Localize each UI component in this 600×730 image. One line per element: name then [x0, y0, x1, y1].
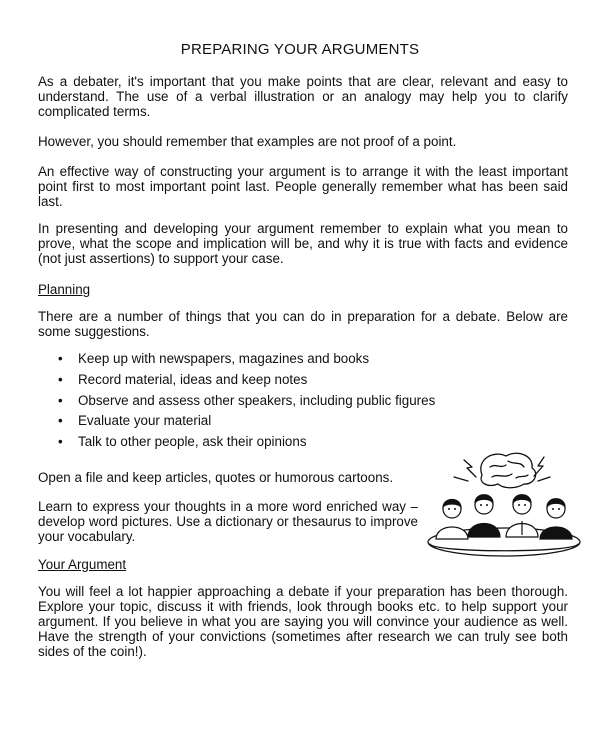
structure-paragraph: An effective way of constructing your argument is to arrange it with the least important point first to most important point last. People generally remember what has been said last.	[38, 164, 568, 209]
list-item	[38, 351, 435, 366]
planning-intro: There are a number of things that you can do in preparation for a debate. Below are some suggestions.	[38, 309, 568, 339]
debate-group-illustration-icon	[424, 447, 584, 562]
examples-paragraph: However, you should remember that examples are not proof of a point.	[38, 134, 457, 149]
file-paragraph: Open a file and keep articles, quotes or humorous cartoons.	[38, 470, 394, 485]
list-item-text: Record material, ideas and keep notes	[78, 371, 308, 387]
page-title: PREPARING YOUR ARGUMENTS	[180, 41, 420, 58]
bullet-icon: •	[58, 392, 63, 408]
list-item-text: Talk to other people, ask their opinions	[78, 434, 307, 450]
list-item-text: Observe and assess other speakers, including public figures	[78, 392, 436, 408]
list-item-text: Evaluate your material	[78, 413, 212, 429]
your-argument-heading: Your Argument	[38, 557, 127, 572]
list-item	[38, 413, 435, 428]
vocabulary-paragraph: Learn to express your thoughts in a more word enriched way – develop word pictures. Use a dictionary or thesaurus to improve your vocabulary.	[38, 499, 418, 544]
bullet-icon: •	[58, 371, 63, 387]
intro-paragraph: As a debater, it's important that you make points that are clear, relevant and easy to understand. The use of a verbal illustration or an analogy may help you to clarify complicated terms.	[38, 74, 568, 119]
bullet-icon: •	[58, 413, 63, 429]
bullet-icon: •	[58, 434, 63, 450]
presenting-paragraph: In presenting and developing your argument remember to explain what you mean to prove, what the scope and implication will be, and why it is true with facts and evidence (not just assertions) to support your case.	[38, 221, 568, 266]
list-item-text: Keep up with newspapers, magazines and books	[78, 351, 370, 366]
planning-heading: Planning	[38, 282, 91, 297]
bullet-icon: •	[58, 351, 63, 366]
suggestions-list	[38, 351, 435, 455]
argument-paragraph: You will feel a lot happier approaching a debate if your preparation has been thorough. Explore your topic, discuss it with friends, look through books etc. to help support your argument. If you believe in what you are saying you will convince your audience as well. Have the strength of your convictions (sometimes after research we can truly see both sides of the coin!).	[38, 584, 568, 659]
list-item	[38, 372, 435, 387]
list-item	[38, 393, 435, 408]
list-item	[38, 434, 435, 449]
